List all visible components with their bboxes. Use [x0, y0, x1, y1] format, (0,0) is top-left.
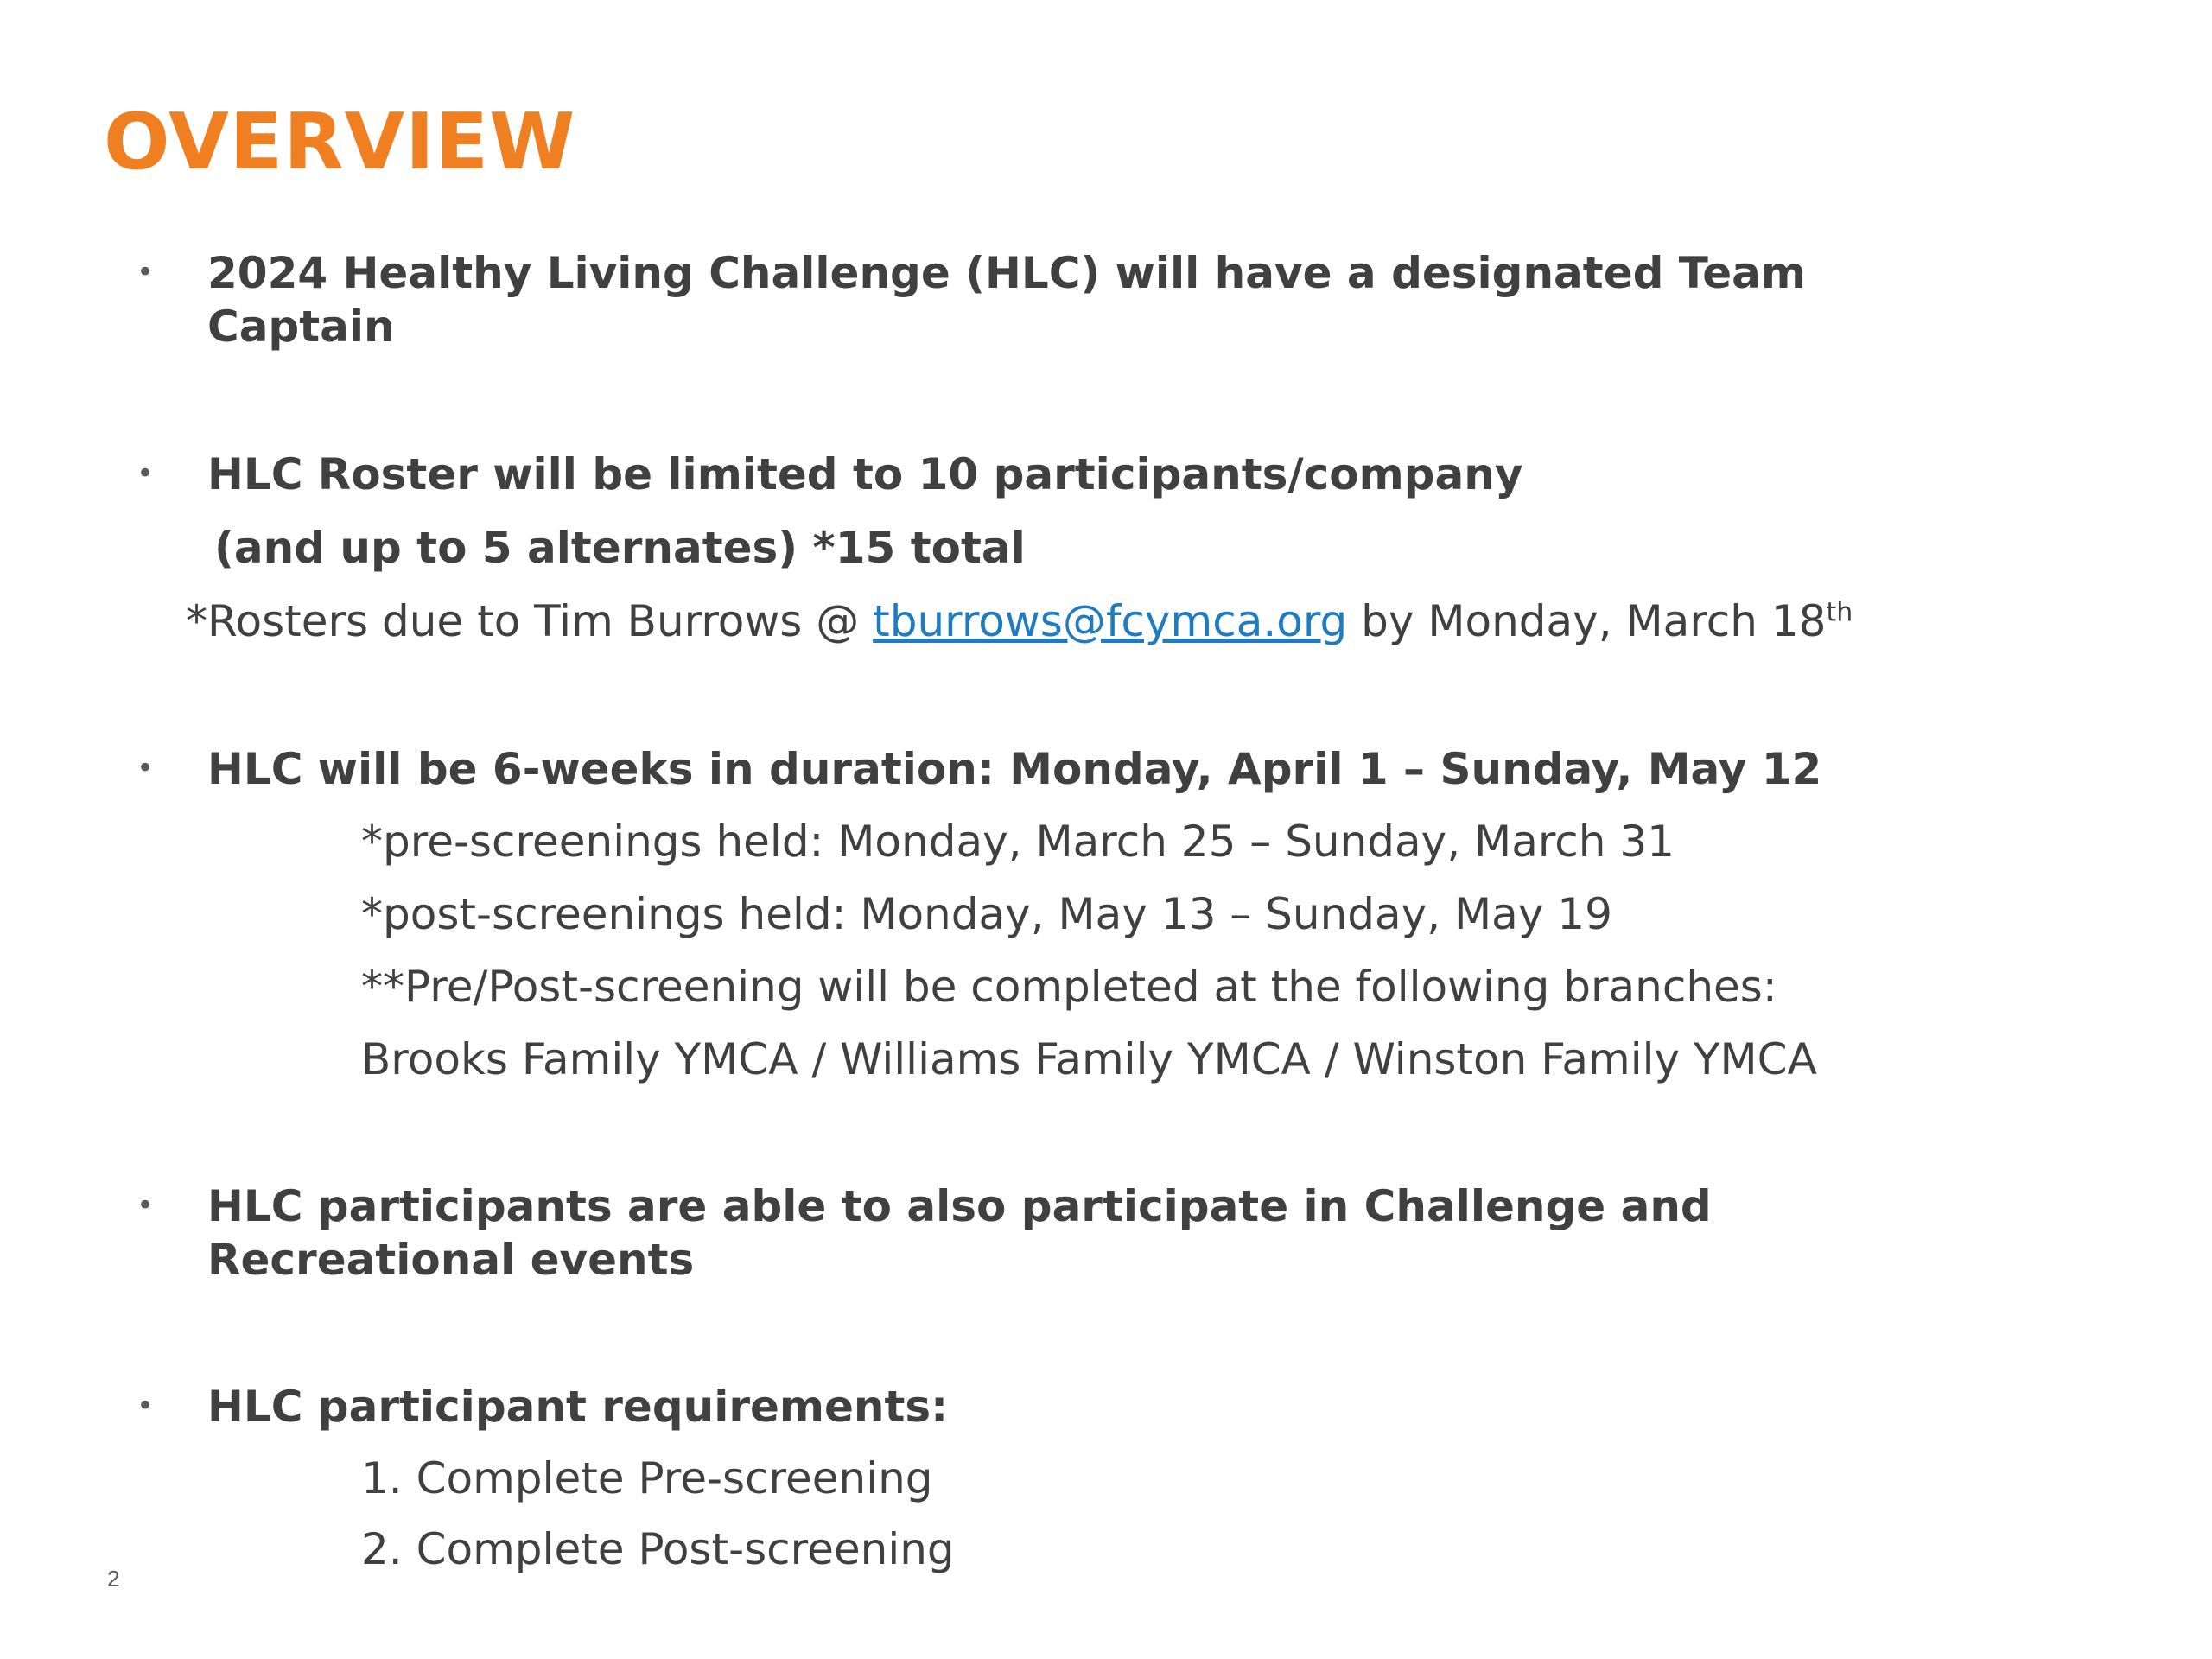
item-5-line-1: HLC participant requirements: — [207, 1382, 949, 1432]
email-link[interactable]: tburrows@fcymca.org — [873, 596, 1348, 646]
bullet-5: • — [137, 1389, 155, 1423]
page-number: 2 — [107, 1566, 120, 1592]
requirement-1: 1. Complete Pre-screening — [361, 1453, 933, 1503]
item-3-line-1: HLC will be 6-weeks in duration: Monday, April 1 – Sunday, May 12 — [207, 744, 1822, 794]
item-1-line-1: 2024 Healthy Living Challenge (HLC) will have a designated Team — [207, 248, 1807, 298]
roster-note-prefix: *Rosters due to Tim Burrows @ — [186, 596, 874, 646]
bullet-3: • — [137, 751, 155, 785]
item-2-line-2: (and up to 5 alternates) *15 total — [214, 523, 1026, 573]
item-1-line-2: Captain — [207, 302, 395, 352]
roster-due-note — [186, 594, 1853, 648]
requirement-2: 2. Complete Post-screening — [361, 1524, 955, 1574]
roster-note-suffix: by Monday, March 18 — [1347, 596, 1827, 646]
post-screenings-line: *post-screenings held: Monday, May 13 – Sunday, May 19 — [361, 889, 1612, 939]
item-4-line-1: HLC participants are able to also participate in Challenge and — [207, 1181, 1712, 1231]
date-superscript: th — [1826, 597, 1853, 628]
pre-screenings-line: *pre-screenings held: Monday, March 25 – Sunday, March 31 — [361, 817, 1675, 867]
bullet-4: • — [137, 1188, 155, 1223]
slide-title: OVERVIEW — [104, 97, 576, 188]
branches-note-line: **Pre/Post-screening will be completed at the following branches: — [361, 962, 1777, 1012]
branches-list-line: Brooks Family YMCA / Williams Family YMCA / Winston Family YMCA — [361, 1034, 1817, 1084]
item-2-line-1: HLC Roster will be limited to 10 participants/company — [207, 449, 1523, 499]
bullet-2: • — [137, 456, 155, 491]
bullet-1: • — [137, 255, 155, 289]
item-4-line-2: Recreational events — [207, 1235, 695, 1285]
